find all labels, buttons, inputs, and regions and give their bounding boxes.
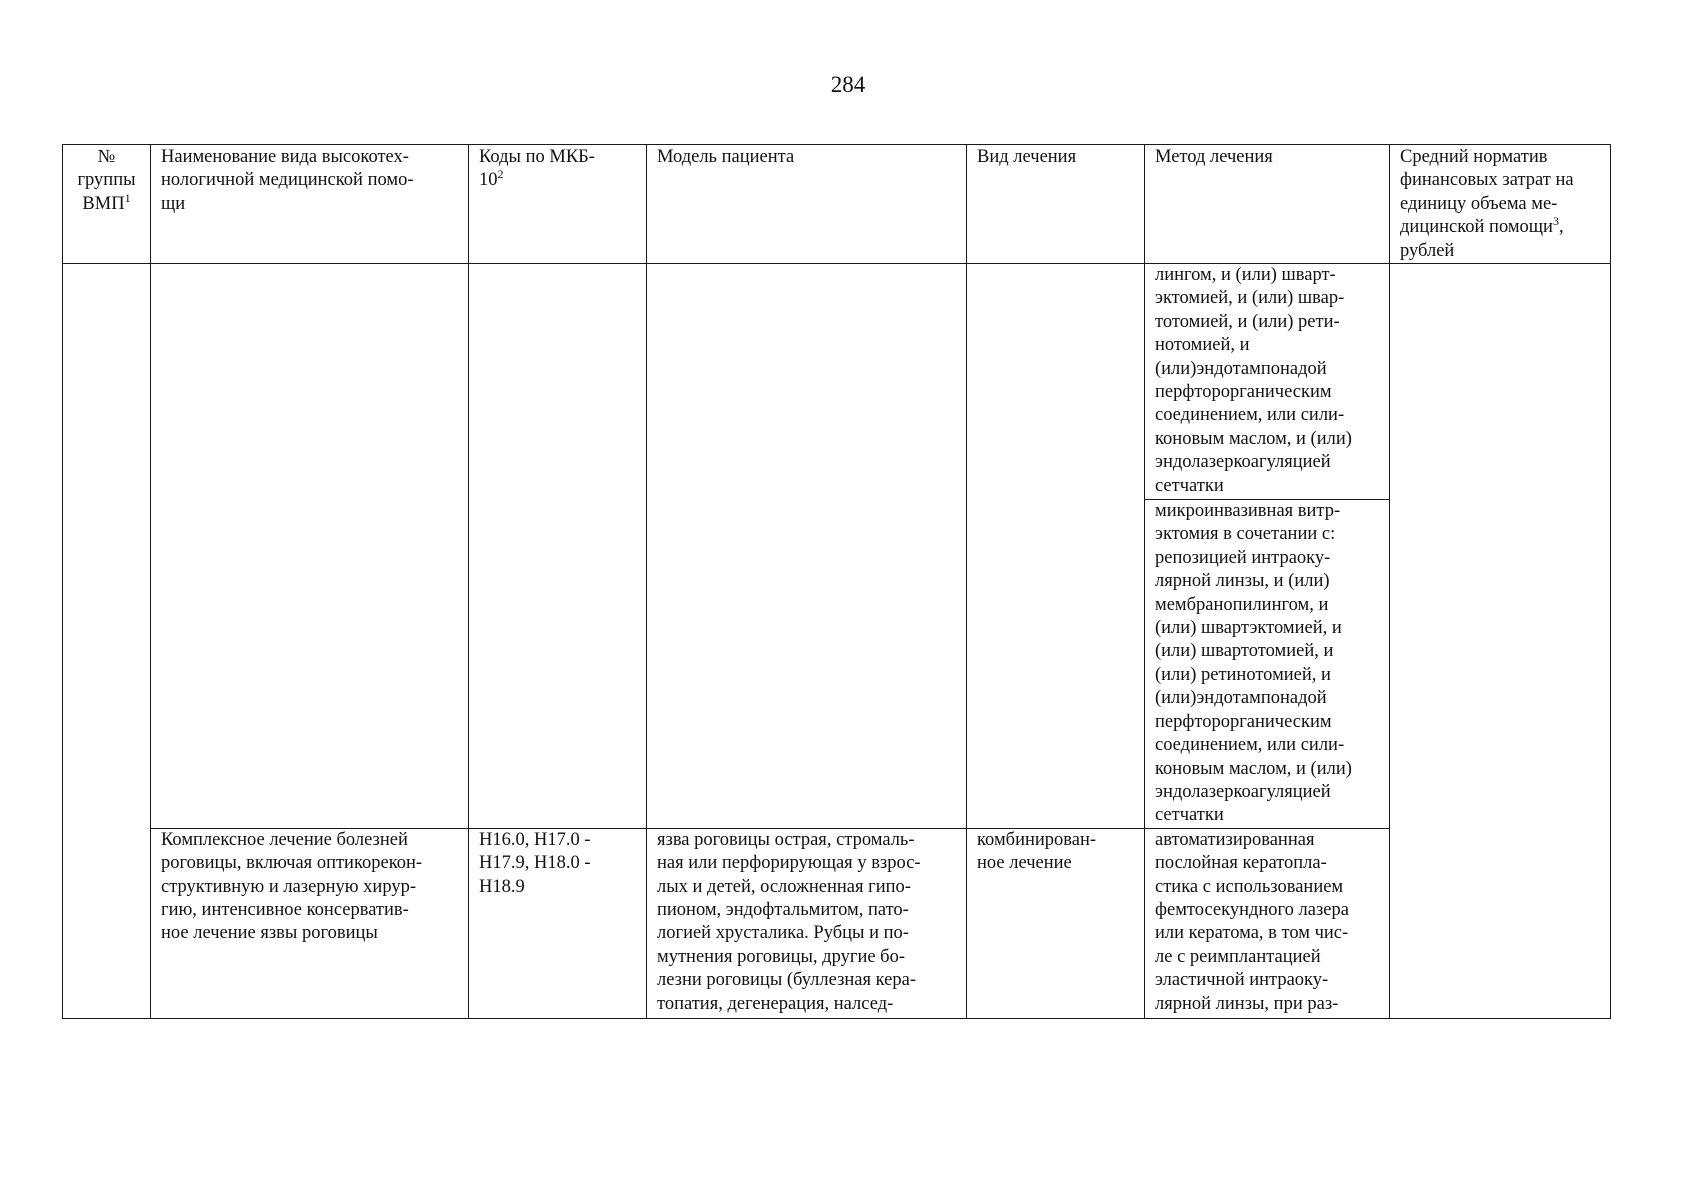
vmp-table — [62, 144, 1611, 1019]
patient-model-text: язва роговицы острая, стромаль- ная или перфорирующая у взрос- лых и детей, осложненная гипо- пионом, эндофтальмитом, пато- логией хрусталика. Рубцы и по- мутнения роговицы, другие бо- лезни роговицы (буллезная кера- топатия, дегенерация, налсед- — [657, 829, 921, 1014]
header-treatment-type — [967, 145, 1145, 264]
header-patient-model-text: Модель пациента — [657, 147, 795, 167]
header-patient-model — [647, 145, 967, 264]
table-row — [63, 828, 1611, 1018]
method-continued-1-text: лингом, и (или) шварт- эктомией, и (или) швар- тотомией, и (или) рети- нотомией, и (или)эндотампонадой перфторорганическим соединением, или сили- коновым маслом, и (или) эндолазеркоагуляцией сетчатки — [1155, 265, 1352, 496]
header-treatment-type-text: Вид лечения — [977, 147, 1077, 167]
cell-method-continued-2 — [1145, 500, 1390, 829]
header-care-type-text: Наименование вида высокотех- нологичной медицинской помо- щи — [161, 147, 414, 214]
header-icd-codes-text: Коды по МКБ- 10 — [479, 147, 595, 191]
header-treatment-method-text: Метод лечения — [1155, 147, 1273, 167]
cell-icd-codes — [469, 828, 647, 1018]
footnote-2: 2 — [497, 167, 504, 182]
cell-care-type — [151, 828, 469, 1018]
header-group-number — [63, 145, 151, 264]
header-cost-standard-suffix: , рублей — [1400, 217, 1564, 261]
cell-icd-codes-continued — [469, 264, 647, 829]
page-number: 284 — [830, 72, 866, 97]
cell-patient-model-continued — [647, 264, 967, 829]
method-continued-2-text: микроинвазивная витр- эктомия в сочетании с: репозицией интраоку- лярной линзы, и (или) мембранопилингом, и (или) швартэктомией, и (или) швартотомией, и (или) ретинотомией, и (или)эндотампонадой перфторорганическим соединением, или сили- коновым маслом, и (или) эндолазеркоагуляцией сетчатки — [1155, 501, 1352, 826]
header-row — [63, 145, 1611, 264]
cell-treatment-method — [1145, 828, 1390, 1018]
header-group-number-text: № группы ВМП — [77, 147, 136, 214]
header-treatment-method — [1145, 145, 1390, 264]
footnote-1: 1 — [124, 190, 131, 205]
footnote-3: 3 — [1552, 214, 1559, 229]
cell-treatment-type — [967, 828, 1145, 1018]
cell-group-number — [63, 264, 151, 1019]
cell-patient-model — [647, 828, 967, 1018]
cell-treatment-type-continued — [967, 264, 1145, 829]
header-care-type — [151, 145, 469, 264]
continuation-row-1 — [63, 264, 1611, 500]
header-cost-standard-text: Средний норматив финансовых затрат на единицу объема ме- дицинской помощи — [1400, 147, 1574, 238]
cell-cost-standard — [1390, 264, 1611, 1019]
cell-method-continued-1 — [1145, 264, 1390, 500]
treatment-type-text: комбинирован- ное лечение — [977, 829, 1097, 874]
header-icd-codes — [469, 145, 647, 264]
header-cost-standard — [1390, 145, 1611, 264]
care-type-text: Комплексное лечение болезней роговицы, включая оптикорекон- структивную и лазерную хирур- гию, интенсивное консерватив- ное лечение язвы роговицы — [161, 829, 423, 944]
icd-codes-text: H16.0, H17.0 - H17.9, H18.0 - H18.9 — [479, 829, 591, 897]
treatment-method-text: автоматизированная послойная кератопла- стика с использованием фемтосекундного лазера или кератома, в том чис- ле с реимплантацией эластичной интраоку- лярной линзы, при раз- — [1155, 829, 1349, 1014]
cell-care-type-continued — [151, 264, 469, 829]
